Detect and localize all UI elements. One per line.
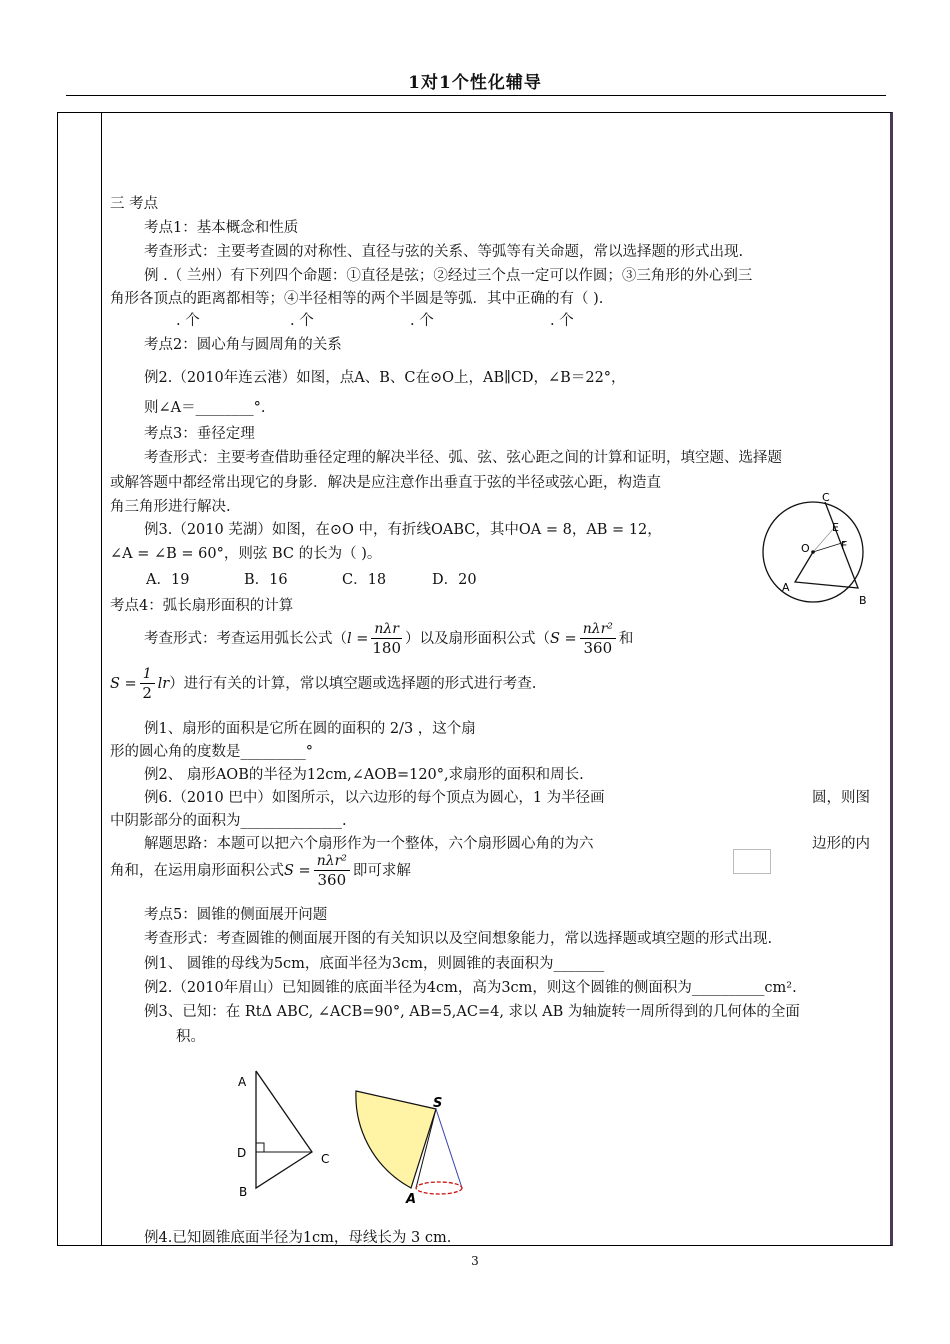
- tri-label-d: D: [237, 1146, 247, 1160]
- k3-form-line1: 考查形式：主要考查借助垂径定理的解决半径、弧、弦、弦心距之间的计算和证明，填空题、选择题: [144, 450, 782, 466]
- k4-form-line2: S = $\frac{1}{2}$ lr）进行有关的计算，常以填空题或选择题的形式进行考查.: [110, 666, 537, 702]
- k4-form-line1: 考查形式：考查运用弧长公式（l = $\frac{\text{nλr}}{180}$ ）以及扇形面积公式（S = $\frac{\text{nλr²}}{360}$ 和: [144, 621, 634, 657]
- k1-option-a: . 个: [176, 313, 200, 329]
- cone-net-figure: [344, 1084, 474, 1208]
- k5-form: 考查形式：考查圆锥的侧面展开图的有关知识以及空间想象能力，常以选择题或填空题的形式出现.: [144, 931, 773, 947]
- label-f: F: [841, 539, 848, 552]
- header-rule: [66, 95, 886, 96]
- k4-hint-line1a: 解题思路：本题可以把六个扇形作为一个整体，六个扇形圆心角的为六: [144, 836, 594, 852]
- half-fraction: $\frac{1}{2}$: [140, 665, 155, 703]
- k1-form: 考查形式：主要考查圆的对称性、直径与弦的关系、等弧等有关命题，常以选择题的形式出现.: [144, 244, 744, 260]
- small-figure-placeholder: [733, 849, 771, 874]
- k5-ex1: 例1、 圆锥的母线为5cm，底面半径为3cm，则圆锥的表面积为_______: [144, 956, 605, 972]
- cone-generatrix-right: [436, 1109, 462, 1188]
- k1-option-d: . 个: [550, 313, 574, 329]
- k3-title: 考点3：垂径定理: [144, 426, 255, 442]
- sector-shape: [356, 1091, 436, 1188]
- k4-ex2: 例2、 扇形AOB的半径为12cm,∠AOB=120°,求扇形的面积和周长.: [144, 767, 584, 783]
- right-angle-mark: [256, 1143, 264, 1152]
- label-a: A: [782, 581, 790, 594]
- triangle-abc: [256, 1071, 312, 1188]
- left-column-divider: [101, 112, 102, 1246]
- label-c: C: [822, 491, 830, 504]
- k1-option-c: . 个: [410, 313, 434, 329]
- k4-title: 考点4：弧长扇形面积的计算: [110, 598, 294, 614]
- center-dot: [811, 550, 815, 554]
- k3-example-line1: 例3.（2010 芜湖）如图，在⊙O 中，有折线OABC，其中OA = 8，AB = 12，: [144, 522, 662, 538]
- page-header-title: 1对1个性化辅导: [408, 73, 542, 93]
- hint-area-fraction: $\frac{\text{nλr²}}{360}$: [314, 852, 350, 890]
- tri-label-b: B: [239, 1185, 248, 1199]
- k2-example-line2: 则∠A＝________°.: [144, 400, 266, 416]
- k1-example-line1: 例 .（ 兰州）有下列四个命题：①直径是弦；②经过三个点一定可以作圆；③三角形的外心到三: [144, 268, 753, 284]
- k4-ex6-line1b: 圆，则图: [812, 790, 870, 806]
- k3-option-b: B．16: [244, 572, 288, 588]
- k5-ex4: 例4.已知圆锥底面半径为1cm，母线长为 3 cm.: [144, 1230, 452, 1246]
- k3-option-d: D．20: [432, 572, 477, 588]
- cone-base-ellipse: [416, 1182, 462, 1194]
- k5-ex3-line1: 例3、已知：在 RtΔ ABC, ∠ACB=90°, AB=5,AC=4, 求以 AB 为轴旋转一周所得到的几何体的全面: [144, 1004, 800, 1020]
- tri-label-c: C: [321, 1152, 330, 1166]
- k4-ex6-line2: 中阴影部分的面积为______________.: [110, 813, 347, 829]
- k5-ex2: 例2.（2010年眉山）已知圆锥的底面半径为4cm，高为3cm，则这个圆锥的侧面积为__________cm².: [144, 980, 797, 996]
- k2-title: 考点2：圆心角与圆周角的关系: [144, 337, 342, 353]
- triangle-figure: [232, 1068, 342, 1200]
- k3-form-line2: 或解答题中都经常出现它的身影．解决是应注意作出垂直于弦的半径或弦心距，构造直: [110, 475, 661, 491]
- circle-figure: [755, 488, 880, 610]
- label-o: O: [801, 542, 810, 555]
- label-b: B: [859, 594, 867, 607]
- k4-hint-line1b: 边形的内: [812, 836, 870, 852]
- label-e: E: [832, 521, 839, 534]
- k4-ex1-line1: 例1、扇形的面积是它所在圆的面积的 2/3 ，这个扇: [144, 721, 476, 737]
- page-number: 3: [471, 1254, 479, 1268]
- k3-form-line3: 角三角形进行解决.: [110, 499, 231, 515]
- cone-label-s: S: [433, 1096, 443, 1111]
- k5-title: 考点5：圆锥的侧面展开问题: [144, 907, 328, 923]
- sector-area-fraction: $\frac{\text{nλr²}}{360}$: [580, 620, 616, 658]
- k3-option-a: A．19: [146, 572, 190, 588]
- k5-ex3-line2: 积。: [176, 1029, 205, 1045]
- k2-example-line1: 例2.（2010年连云港）如图，点A、B、C在⊙O上，AB∥CD，∠B＝22°，: [144, 370, 626, 386]
- k3-example-line2: ∠A = ∠B = 60°，则弦 BC 的长为（ )。: [110, 546, 382, 562]
- k1-example-line2: 角形各顶点的距离都相等；④半径相等的两个半圆是等弧．其中正确的有（ ).: [110, 291, 604, 307]
- k1-title: 考点1：基本概念和性质: [144, 220, 299, 236]
- arc-length-fraction: $\frac{\text{nλr}}{180}$: [372, 621, 402, 657]
- k4-ex1-line2: 形的圆心角的度数是_________°: [110, 744, 313, 760]
- cone-label-a: A: [406, 1192, 417, 1207]
- k4-hint-line2: 角和，在运用扇形面积公式S = $\frac{\text{nλr²}}{360}$ 即可求解: [110, 853, 411, 889]
- section-title: 三 考点: [110, 196, 159, 212]
- tri-label-a: A: [238, 1075, 247, 1089]
- k1-option-b: . 个: [290, 313, 314, 329]
- k3-option-c: C．18: [342, 572, 387, 588]
- k4-ex6-line1a: 例6.（2010 巴中）如图所示，以六边形的每个顶点为圆心，1 为半径画: [144, 790, 605, 806]
